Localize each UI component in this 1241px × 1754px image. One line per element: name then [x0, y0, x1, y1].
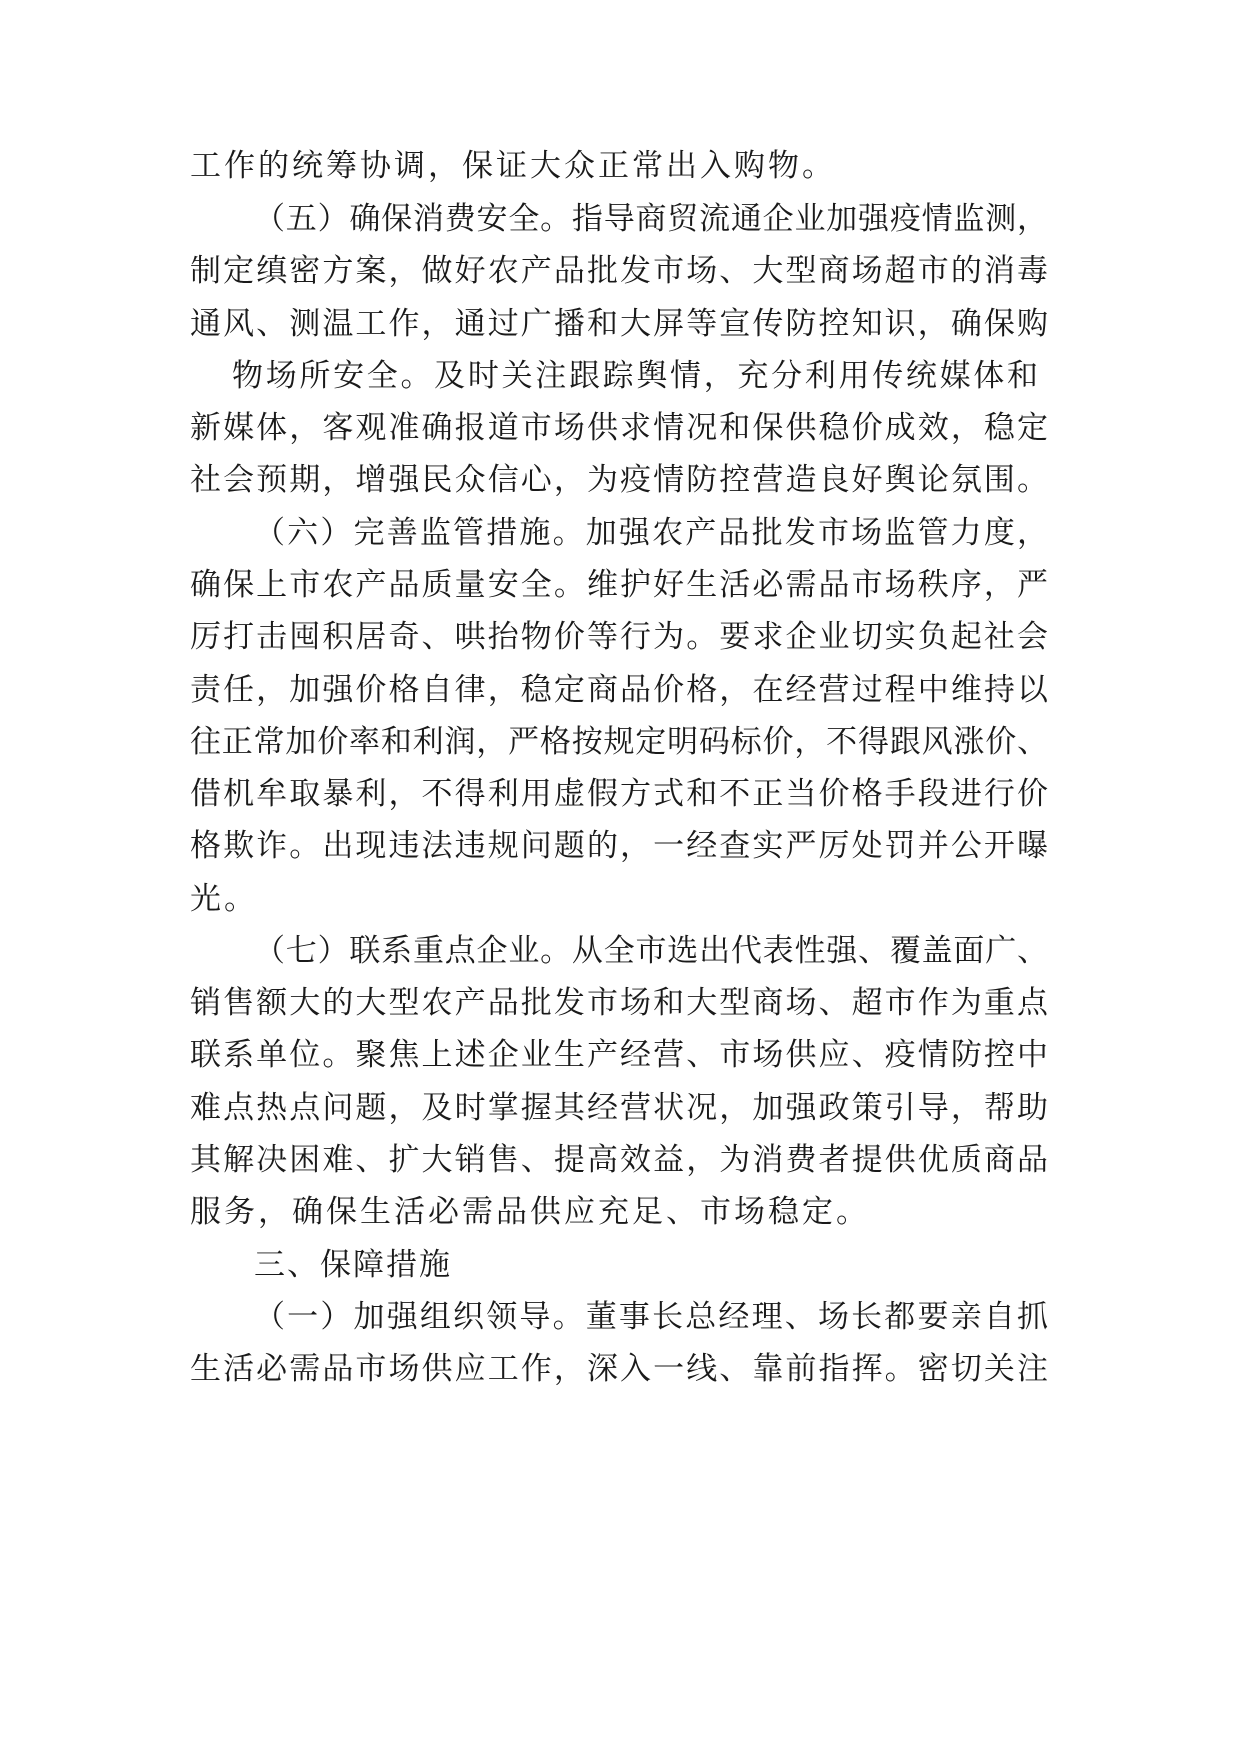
text-line: 销售额大的大型农产品批发市场和大型商场、超市作为重点: [190, 985, 1048, 1021]
text-line: 制定缜密方案，做好农产品批发市场、大型商场超市的消毒: [190, 253, 1048, 289]
text-line: （五）确保消费安全。指导商贸流通企业加强疫情监测，: [254, 201, 1048, 237]
section-heading: 三、保障措施: [254, 1247, 452, 1283]
text-line: 通风、测温工作，通过广播和大屏等宣传防控知识，确保购: [190, 306, 1048, 342]
text-line: （六）完善监管措施。加强农产品批发市场监管力度，: [254, 515, 1048, 551]
text-line: 生活必需品市场供应工作，深入一线、靠前指挥。密切关注: [190, 1351, 1048, 1387]
text-line: 新媒体，客观准确报道市场供求情况和保供稳价成效，稳定: [190, 410, 1048, 446]
text-line: 物场所安全。及时关注跟踪舆情，充分利用传统媒体和: [232, 358, 1038, 394]
text-line: 社会预期，增强民众信心，为疫情防控营造良好舆论氛围。: [190, 462, 1048, 498]
text-line: 工作的统筹协调，保证大众正常出入购物。: [190, 148, 836, 184]
text-line: 格欺诈。出现违法违规问题的，一经查实严厉处罚并公开曝: [190, 828, 1048, 864]
text-line: 服务，确保生活必需品供应充足、市场稳定。: [190, 1194, 870, 1230]
text-line: 联系单位。聚焦上述企业生产经营、市场供应、疫情防控中: [190, 1037, 1048, 1073]
text-line: （一）加强组织领导。董事长总经理、场长都要亲自抓: [254, 1299, 1048, 1335]
text-line: 难点热点问题，及时掌握其经营状况，加强政策引导，帮助: [190, 1090, 1048, 1126]
text-line: 借机牟取暴利，不得利用虚假方式和不正当价格手段进行价: [190, 776, 1048, 812]
text-line: （七）联系重点企业。从全市选出代表性强、覆盖面广、: [254, 933, 1048, 969]
text-line: 往正常加价率和利润，严格按规定明码标价，不得跟风涨价、: [190, 724, 1048, 760]
text-line: 厉打击囤积居奇、哄抬物价等行为。要求企业切实负起社会: [190, 619, 1048, 655]
text-line: 确保上市农产品质量安全。维护好生活必需品市场秩序，严: [190, 567, 1048, 603]
text-line: 光。: [190, 881, 258, 917]
text-line: 其解决困难、扩大销售、提高效益，为消费者提供优质商品: [190, 1142, 1048, 1178]
text-line: 责任，加强价格自律，稳定商品价格，在经营过程中维持以: [190, 672, 1048, 708]
